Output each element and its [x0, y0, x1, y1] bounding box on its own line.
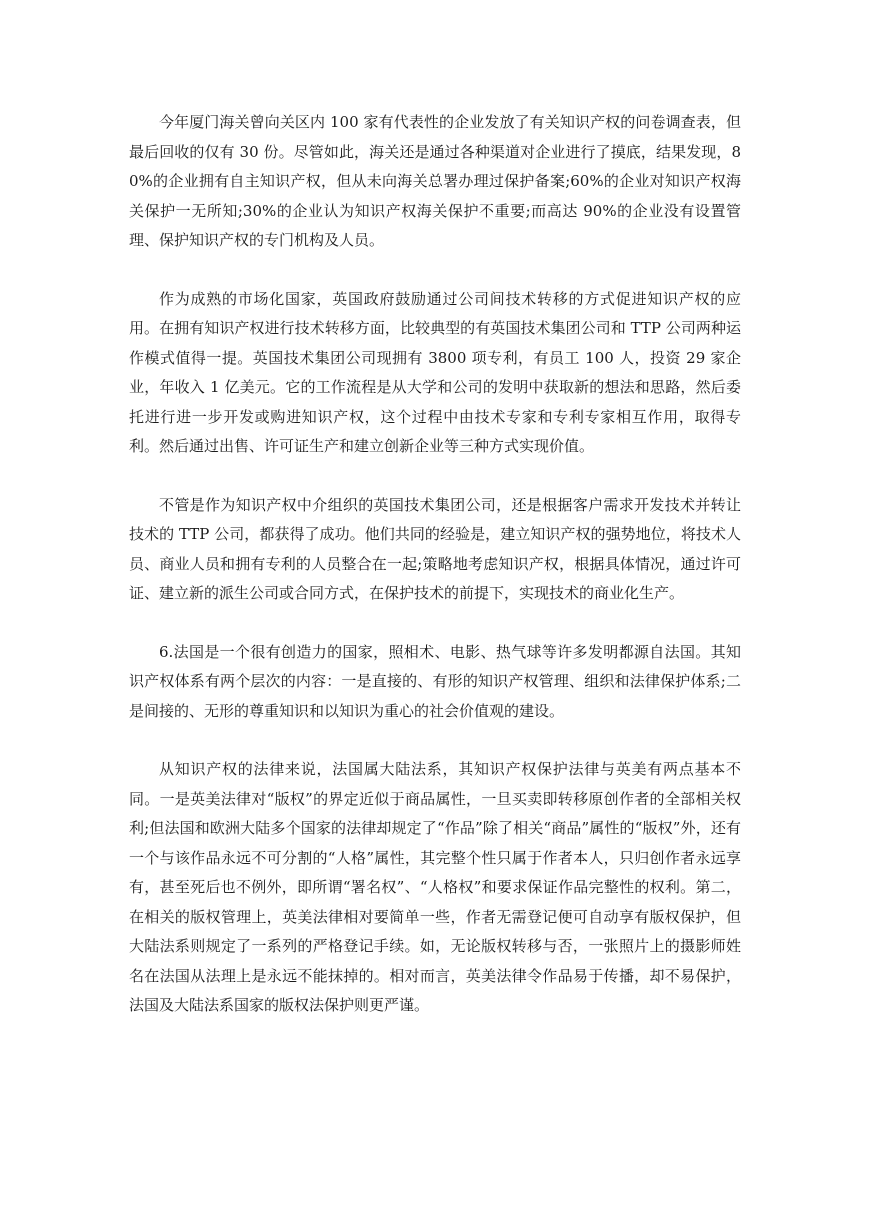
paragraph-btg-ttp-experience: 不管是作为知识产权中介组织的英国技术集团公司，还是根据客户需求开发技术并转让技术的 TTP 公司，都获得了成功。他们共同的经验是，建立知识产权的强势地位，将技术人员、商业人员和拥有专利的人员整合在一起;策略地考虑知识产权，根据具体情况，通过许可证、建立新的派生公司或合同方式，在保护技术的前提下，实现技术的商业化生产。 [129, 495, 741, 602]
paragraph-uk-technology-transfer: 作为成熟的市场化国家，英国政府鼓励通过公司间技术转移的方式促进知识产权的应用。在拥有知识产权进行技术转移方面，比较典型的有英国技术集团公司和 TTP 公司两种运作模式值得一提。英国技术集团公司现拥有 3800 项专利，有员工 100 人，投资 29 家企业，年收入 1 亿美元。它的工作流程是从大学和公司的发明中获取新的想法和思路，然后委托进行进一步开发或购进知识产权，这个过程中由技术专家和专利专家相互作用，取得专利。然后通过出售、许可证生产和建立创新企业等三种方式实现价值。 [129, 289, 741, 455]
paragraph-france-copyright-law: 从知识产权的法律来说，法国属大陆法系，其知识产权保护法律与英美有两点基本不同。一是英美法律对“版权”的界定近似于商品属性，一旦买卖即转移原创作者的全部相关权利;但法国和欧洲大陆多个国家的法律却规定了“作品”除了相关“商品”属性的“版权”外，还有一个与该作品永远不可分割的“人格”属性，其完整个性只属于作者本人，只归创作者永远享有，甚至死后也不例外，即所谓“署名权”、“人格权”和要求保证作品完整性的权利。第二，在相关的版权管理上，英美法律相对要简单一些，作者无需登记便可自动享有版权保护，但大陆法系则规定了一系列的严格登记手续。如，无论版权转移与否，一张照片上的摄影师姓名在法国从法理上是永远不能抹掉的。相对而言，英美法律令作品易于传播，却不易保护，法国及大陆法系国家的版权法保护则更严谨。 [129, 760, 741, 1014]
paragraph-xiamen-customs-survey: 今年厦门海关曾向关区内 100 家有代表性的企业发放了有关知识产权的问卷调查表，但最后回收的仅有 30 份。尽管如此，海关还是通过各种渠道对企业进行了摸底，结果发现，80%的企业拥有自主知识产权，但从未向海关总署办理过保护备案;60%的企业对知识产权海关保护一无所知;30%的企业认为知识产权海关保护不重要;而高达 90%的企业没有设置管理、保护知识产权的专门机构及人员。 [129, 113, 741, 249]
paragraph-france-ip-system: 6.法国是一个很有创造力的国家，照相术、电影、热气球等许多发明都源自法国。其知识产权体系有两个层次的内容：一是直接的、有形的知识产权管理、组织和法律保护体系;二是间接的、无形的尊重知识和以知识为重心的社会价值观的建设。 [129, 642, 741, 720]
document-body [129, 108, 741, 1050]
